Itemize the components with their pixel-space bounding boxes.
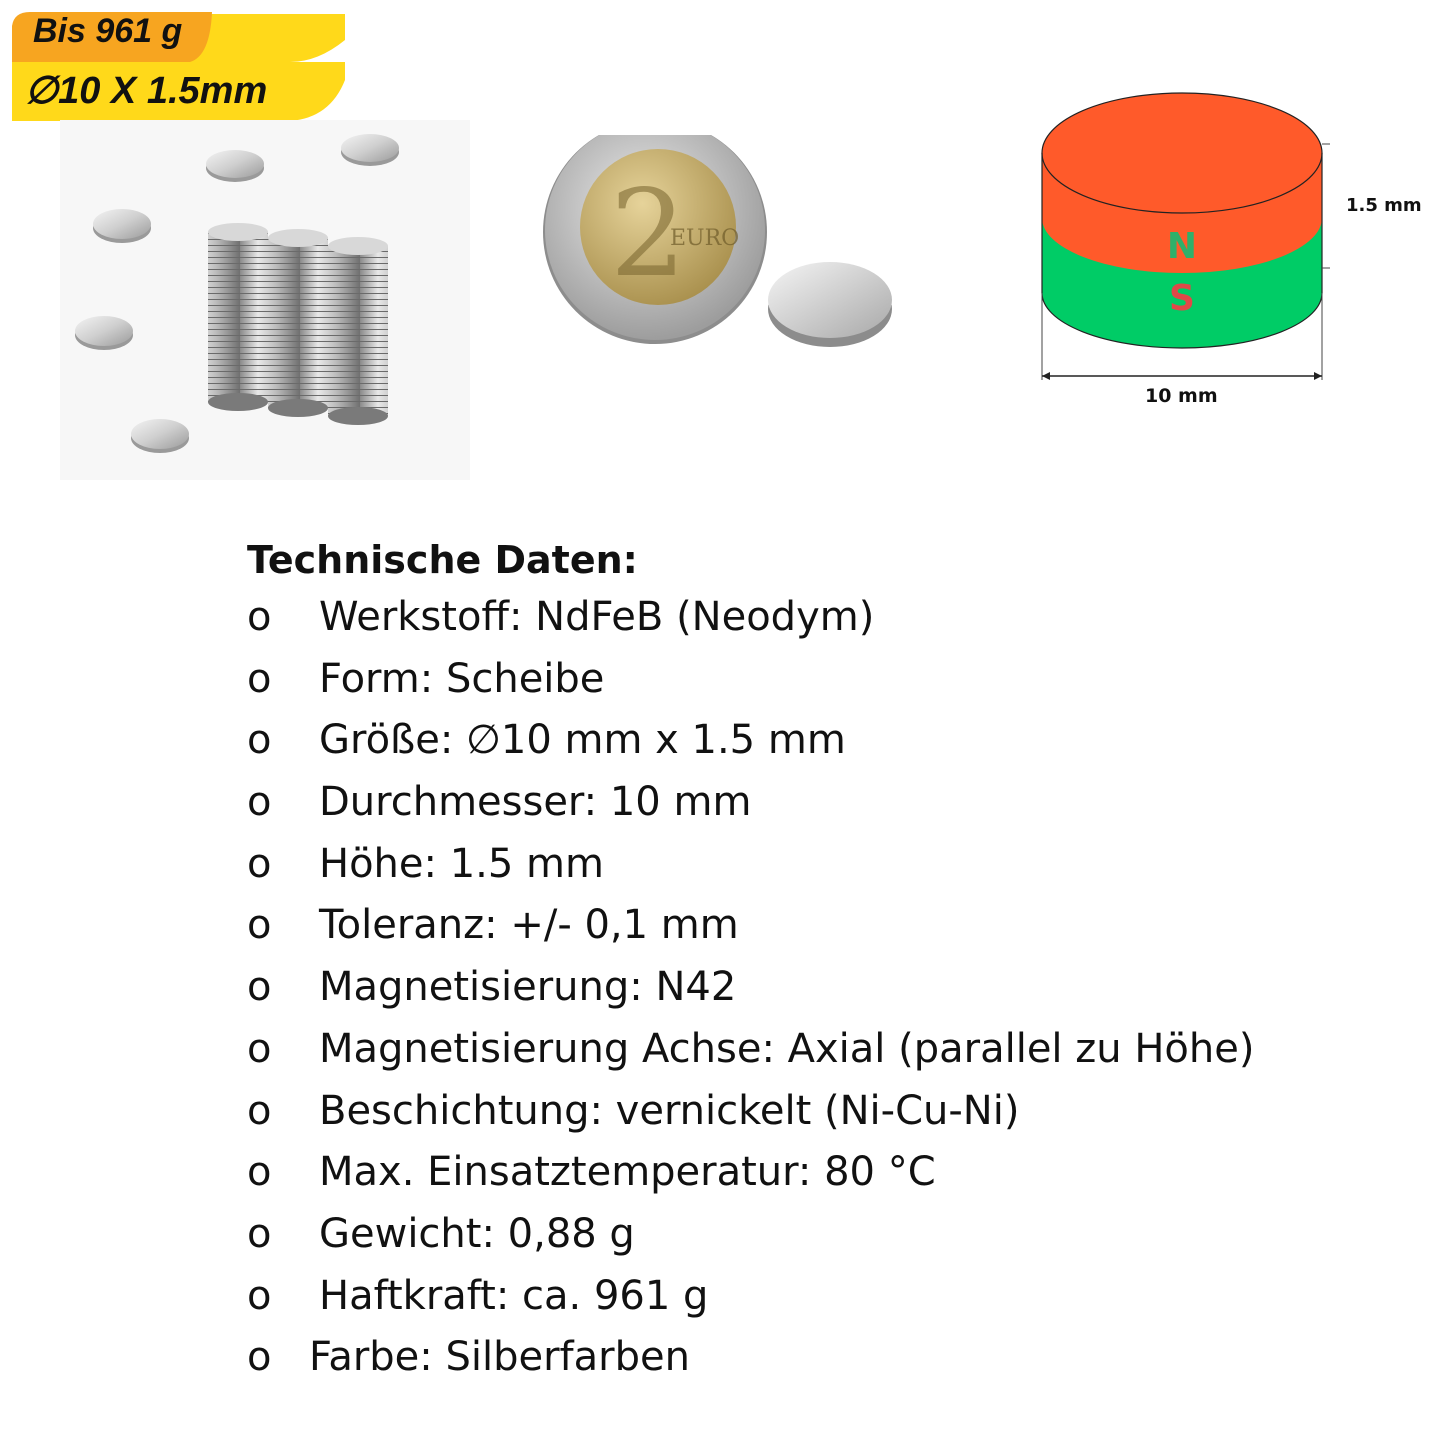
- spec-text: Form: Scheibe: [319, 655, 605, 702]
- spec-text: Toleranz: +/- 0,1 mm: [319, 902, 739, 949]
- bullet-icon: o: [247, 1334, 272, 1381]
- spec-item: [247, 834, 1397, 896]
- bullet-icon: o: [247, 840, 272, 887]
- spec-text: Haftkraft: ca. 961 g: [319, 1272, 709, 1319]
- spec-text: Größe: ∅10 mm x 1.5 mm: [319, 717, 846, 764]
- spec-text: Gewicht: 0,88 g: [319, 1210, 635, 1257]
- magnet-stack-left: [208, 223, 268, 411]
- spec-item: [247, 1204, 1397, 1266]
- euro-coin: [543, 135, 767, 344]
- bullet-icon: o: [247, 594, 272, 640]
- bullet-icon: o: [247, 1210, 272, 1257]
- spec-text: Max. Einsatztemperatur: 80 °C: [319, 1149, 936, 1196]
- spec-text: Höhe: 1.5 mm: [319, 840, 604, 887]
- magnet-stack-right: [328, 237, 388, 425]
- bullet-icon: o: [247, 1272, 272, 1319]
- badge-strength: Bis 961 g: [33, 12, 183, 50]
- spec-item: [247, 1327, 1397, 1389]
- technical-specs: [247, 535, 1397, 1389]
- badge-dimensions: ∅10 X 1.5mm: [25, 70, 268, 112]
- spec-item: [247, 1019, 1397, 1081]
- spec-text: Werkstoff: NdFeB (Neodym): [319, 594, 875, 640]
- spec-item: [247, 1142, 1397, 1204]
- bullet-icon: o: [247, 1025, 272, 1072]
- spec-text: Durchmesser: 10 mm: [319, 779, 752, 826]
- bullet-icon: o: [247, 964, 272, 1011]
- spec-item: [247, 957, 1397, 1019]
- spec-text: Farbe: Silberfarben: [309, 1334, 690, 1381]
- spec-item: [247, 1266, 1397, 1328]
- spec-text: Beschichtung: vernickelt (Ni-Cu-Ni): [319, 1087, 1020, 1134]
- spec-item: [247, 772, 1397, 834]
- magnet-stacks-photo: [60, 120, 470, 480]
- spec-item: [247, 587, 1397, 649]
- spec-item: [247, 710, 1397, 772]
- diameter-label: 10 mm: [1145, 385, 1218, 407]
- magnet-pole-diagram: [1030, 88, 1330, 388]
- coin-comparison-photo: [540, 135, 900, 350]
- coin-currency: EURO: [670, 226, 740, 251]
- bullet-icon: o: [247, 1087, 272, 1134]
- height-label: 1.5 mm: [1346, 195, 1422, 216]
- coin-value: 2: [610, 165, 687, 304]
- bullet-icon: o: [247, 717, 272, 764]
- magnet-disk-sample: [768, 262, 892, 347]
- bullet-icon: o: [247, 902, 272, 949]
- north-label: N: [1166, 226, 1198, 267]
- spec-item: [247, 649, 1397, 711]
- specs-list: [247, 587, 1397, 1389]
- south-label: S: [1169, 278, 1195, 319]
- spec-text: Magnetisierung Achse: Axial (parallel zu Höhe): [319, 1025, 1255, 1072]
- magnet-stack-middle: [268, 229, 328, 417]
- spec-text: Magnetisierung: N42: [319, 964, 737, 1011]
- spec-item: [247, 1081, 1397, 1143]
- bullet-icon: o: [247, 779, 272, 826]
- specs-title: Technische Daten:: [247, 538, 638, 582]
- bullet-icon: o: [247, 655, 272, 702]
- size-badge: [0, 0, 360, 134]
- bullet-icon: o: [247, 1149, 272, 1196]
- spec-item: [247, 895, 1397, 957]
